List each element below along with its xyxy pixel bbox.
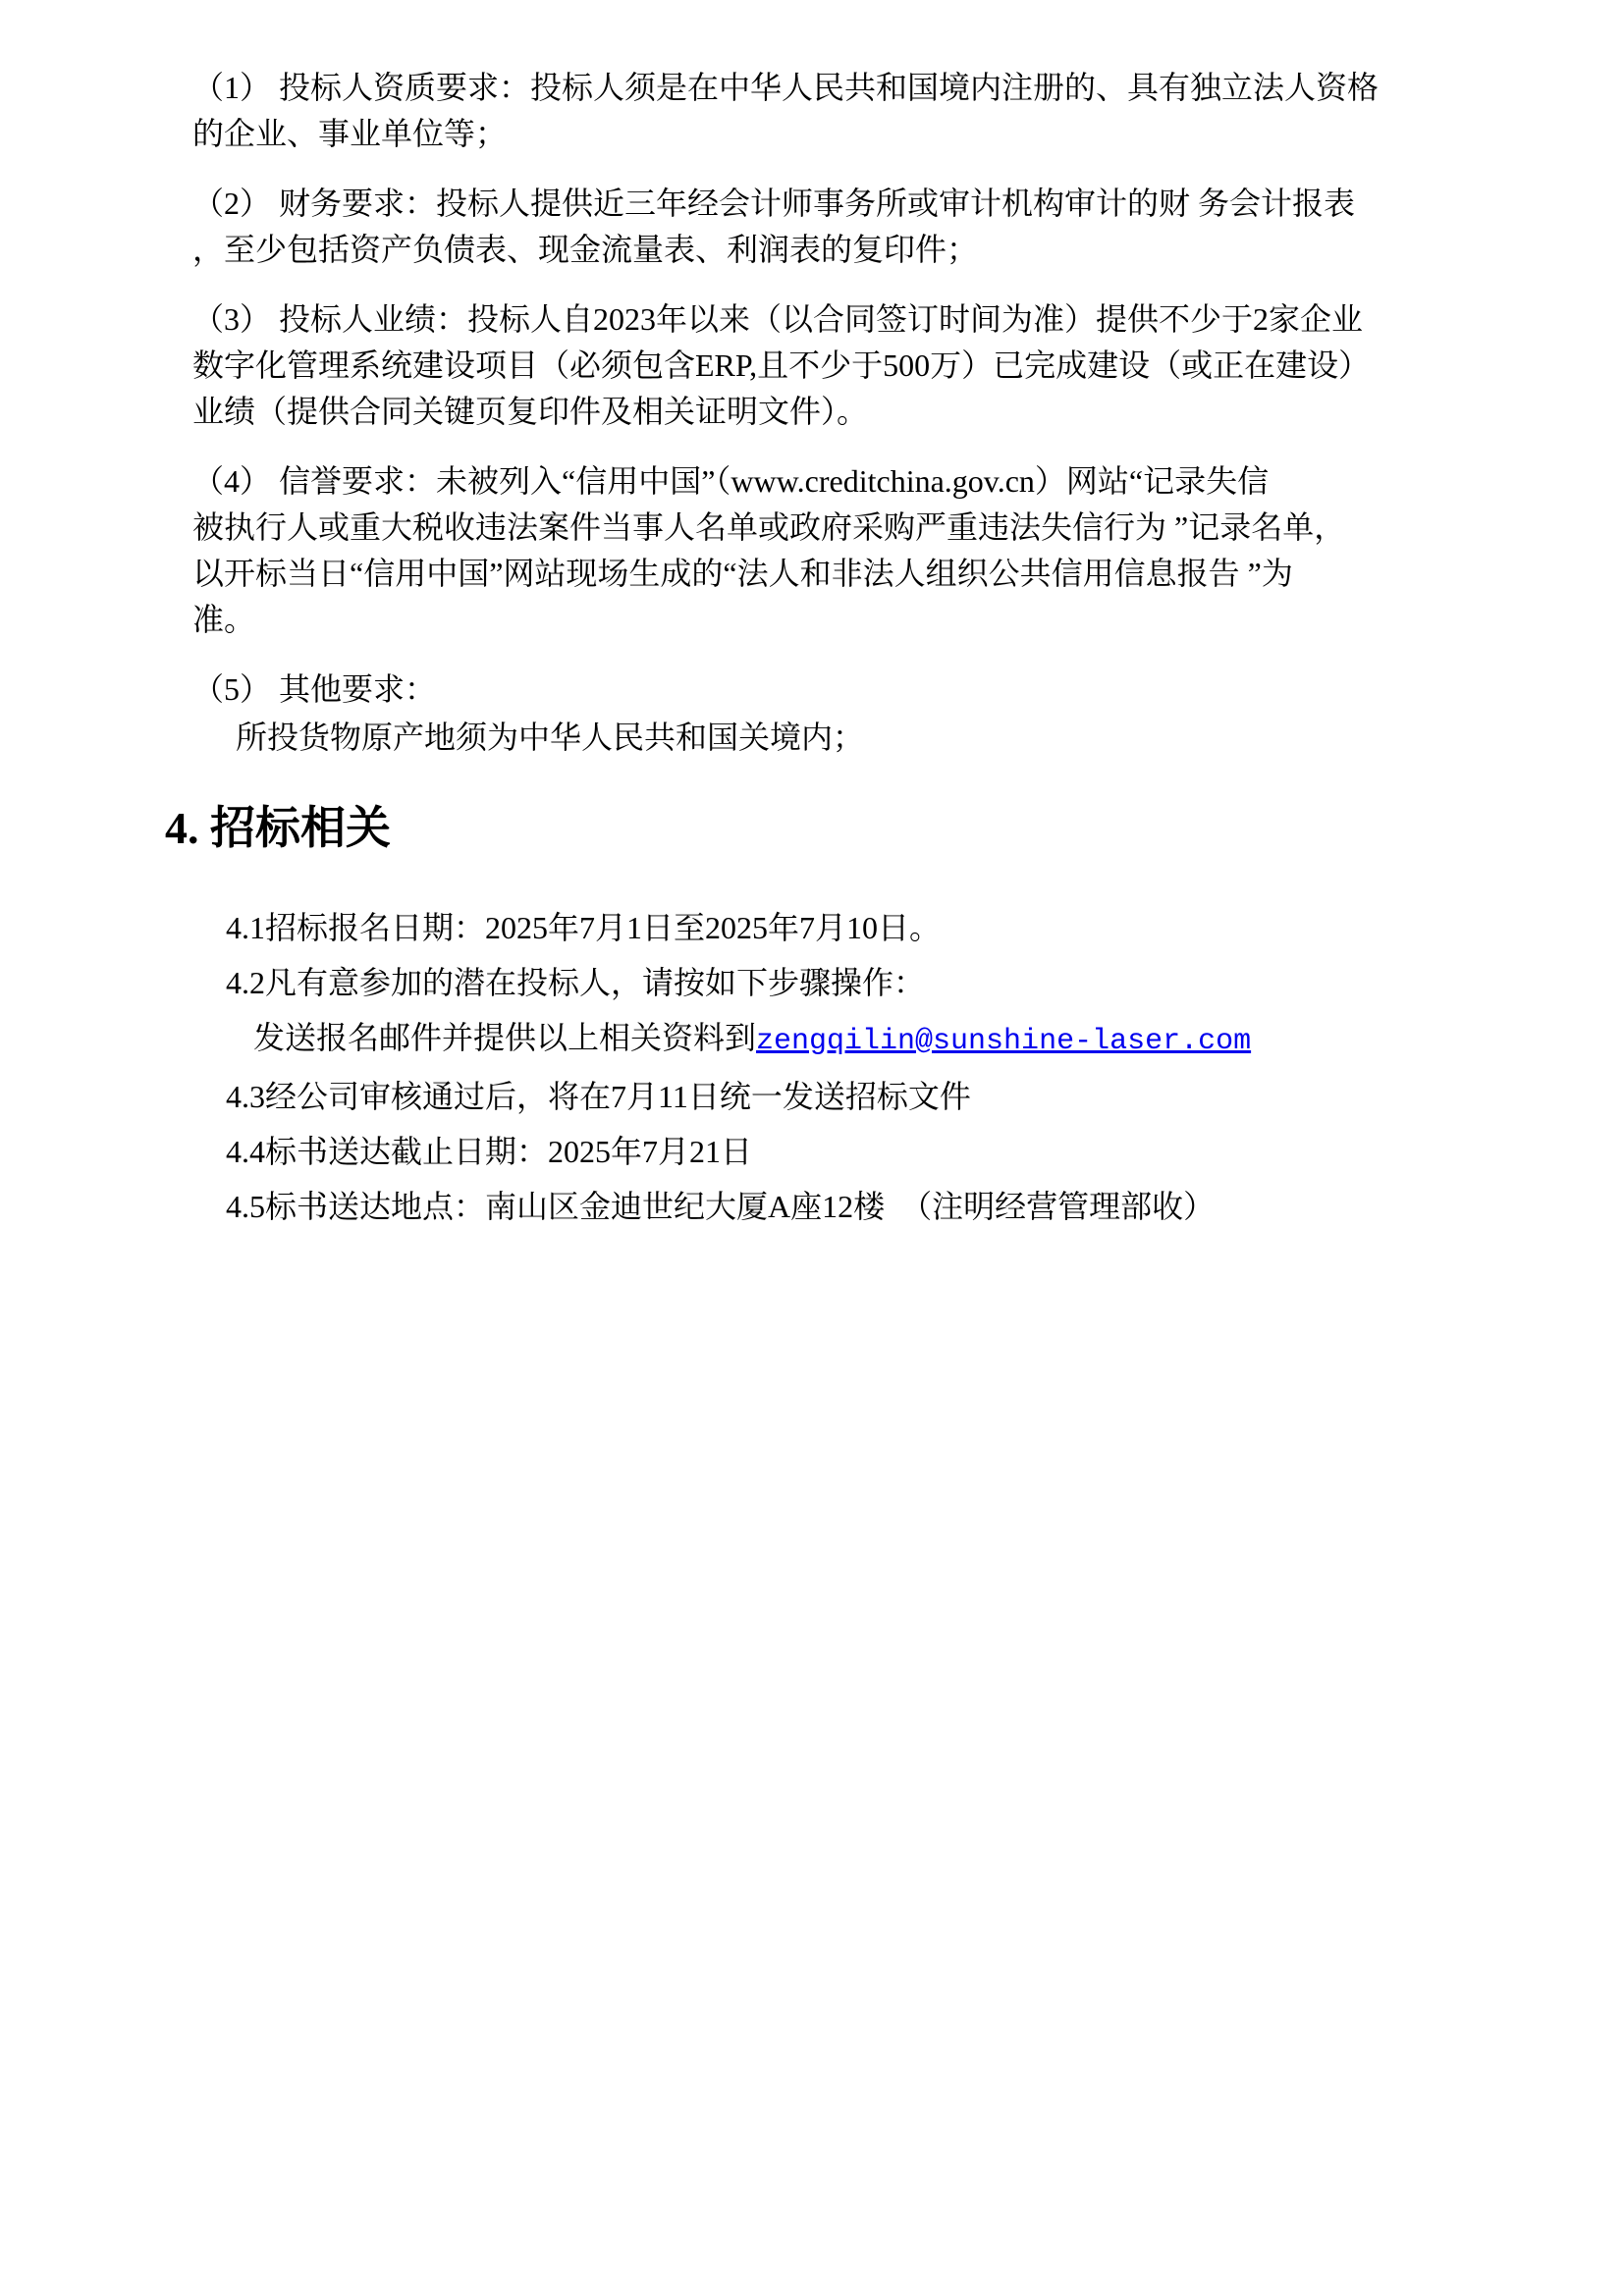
requirement-line: ，至少包括资产负债表、现金流量表、利润表的复印件；	[192, 232, 979, 267]
tender-item-document-send-date: 4.3经公司审核通过后，将在7月11日统一发送招标文件	[226, 1079, 971, 1114]
requirement-line: 被执行人或重大税收违法案件当事人名单或政府采购严重违法失信行为 ”记录名单，	[192, 509, 1346, 545]
requirement-line: 所投货物原产地须为中华人民共和国关境内；	[236, 720, 865, 755]
requirement-1-qualification	[192, 65, 1544, 157]
requirement-5-origin-note	[236, 715, 1544, 761]
tender-item-deadline: 4.4标书送达截止日期：2025年7月21日	[226, 1134, 753, 1169]
email-link[interactable]: zengqilin@sunshine-laser.com	[756, 1025, 1252, 1058]
section-heading-tender: 4. 招标相关	[165, 803, 391, 853]
requirement-line: （3） 投标人业绩：投标人自2023年以来（以合同签订时间为准）提供不少于2家企业	[192, 301, 1364, 337]
tender-details-list	[226, 900, 1623, 1234]
requirement-line: （5） 其他要求：	[192, 671, 437, 707]
requirement-4-credit	[192, 458, 1544, 643]
requirement-line: 以开标当日“信用中国”网站现场生成的“法人和非法人组织公共信用信息报告 ”为	[192, 556, 1293, 591]
requirement-line: 业绩（提供合同关键页复印件及相关证明文件）。	[192, 394, 869, 429]
tender-item-email-instruction	[226, 1010, 1623, 1069]
requirement-line: 的企业、事业单位等；	[192, 116, 508, 151]
requirement-line: 数字化管理系统建设项目（必须包含ERP,且不少于500万）已完成建设（或正在建设）	[192, 347, 1371, 383]
tender-item-delivery-address: 4.5标书送达地点：南山区金迪世纪大厦A座12楼 （注明经营管理部收）	[226, 1189, 1216, 1224]
tender-item-participation-steps: 4.2凡有意参加的潜在投标人，请按如下步骤操作：	[226, 965, 926, 1000]
requirements-section	[0, 65, 1623, 761]
requirement-3-performance	[192, 296, 1544, 435]
requirement-line: （2） 财务要求：投标人提供近三年经会计师事务所或审计机构审计的财 务会计报表	[192, 186, 1356, 221]
requirement-line: （4） 信誉要求：未被列入“信用中国”（www.creditchina.gov.cn）网站“记录失信	[192, 463, 1270, 499]
requirement-5-other	[192, 667, 1544, 713]
requirement-2-financial	[192, 181, 1544, 273]
email-instruction-text: 发送报名邮件并提供以上相关资料到	[253, 1020, 757, 1055]
tender-item-registration-date: 4.1招标报名日期：2025年7月1日至2025年7月10日。	[226, 910, 942, 945]
requirement-line: （1） 投标人资质要求：投标人须是在中华人民共和国境内注册的、具有独立法人资格	[192, 70, 1380, 105]
requirement-line: 准。	[192, 602, 256, 637]
